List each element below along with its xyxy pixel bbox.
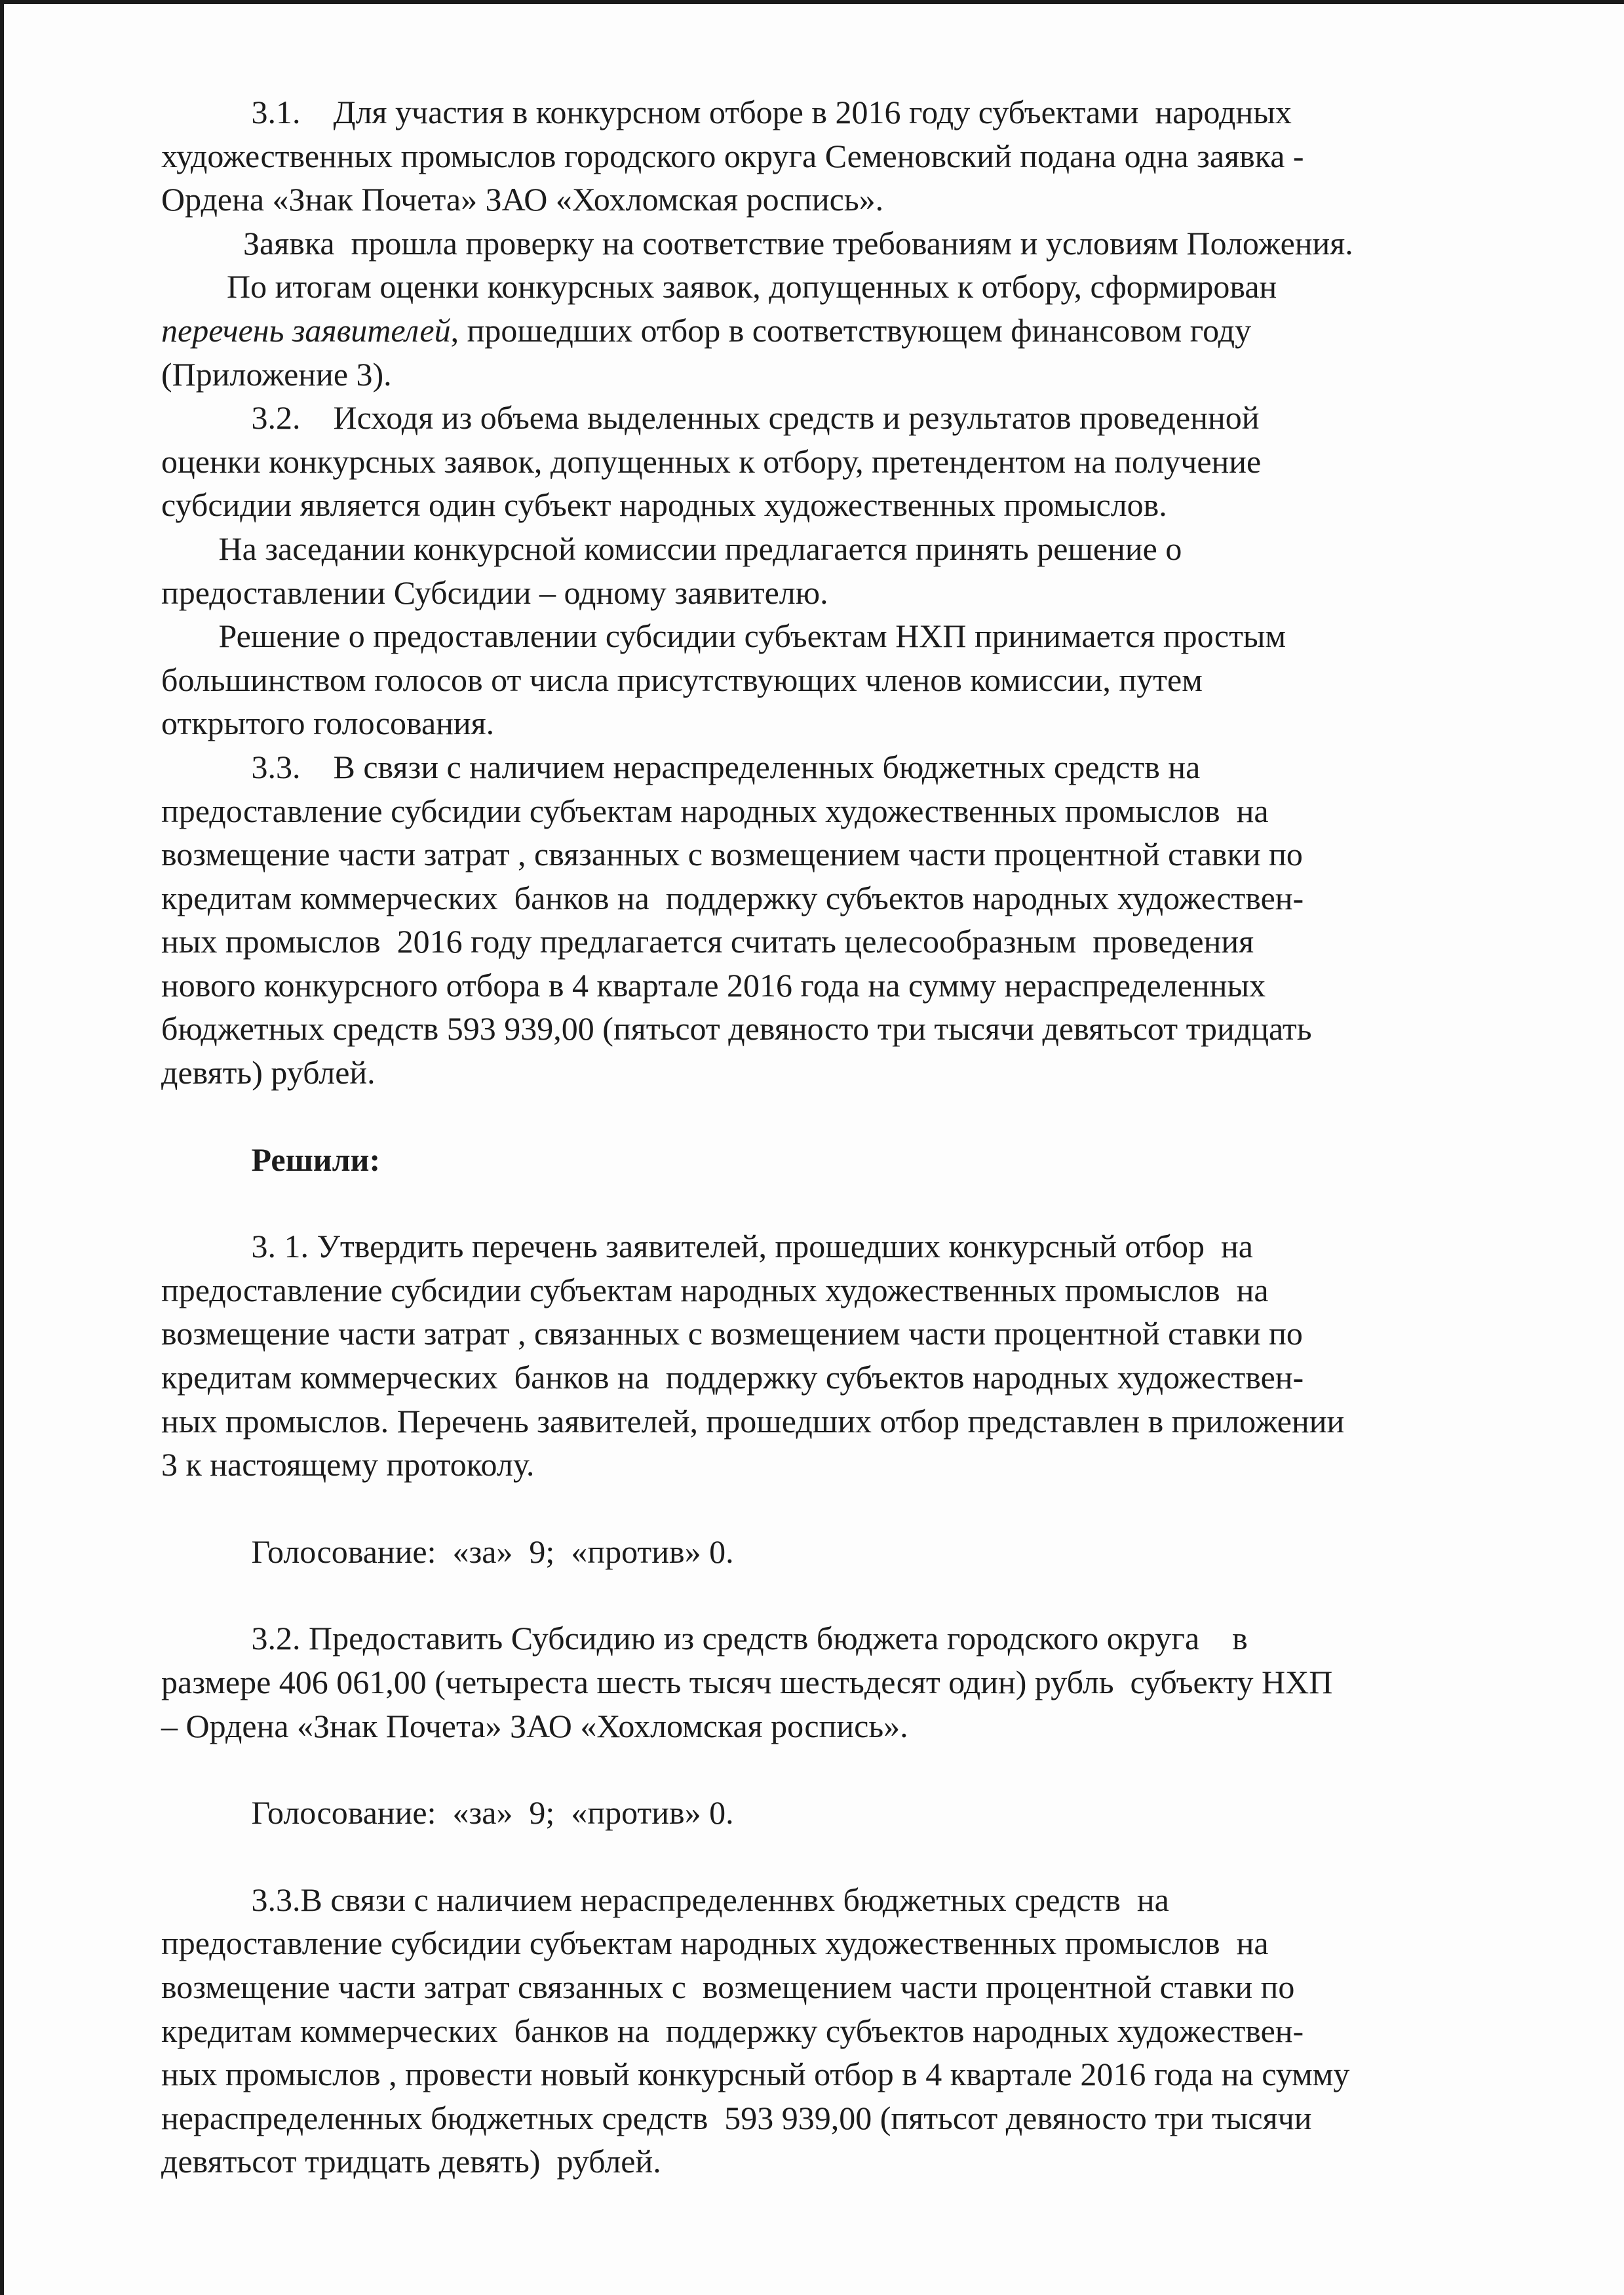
text-line: – Ордена «Знак Почета» ЗАО «Хохломская роспись». [161, 1707, 908, 1744]
text-line: 3.1. Для участия в конкурсном отборе в 2016 году субъектами народных [161, 94, 1292, 130]
text-line: возмещение части затрат , связанных с возмещением части процентной ставки по [161, 1315, 1303, 1352]
text-line: Решение о предоставлении субсидии субъектам НХП принимается простым [161, 618, 1286, 655]
text-line: (Приложение 3). [161, 355, 392, 393]
text-line: художественных промыслов городского округа Семеновский подана одна заявка - [161, 137, 1304, 174]
decision-3-1 [161, 1225, 1551, 1487]
text-line: субсидии является один субъект народных художественных промыслов. [161, 486, 1167, 524]
text-line: Заявка прошла проверку на соответствие требованиям и условиям Положения. [161, 224, 1353, 262]
text-line: предоставление субсидии субъектам народных художественных промыслов на [161, 1925, 1269, 1962]
text-line: нового конкурсного отбора в 4 квартале 2016 года на сумму нераспределенных [161, 966, 1266, 1004]
spacer [161, 1181, 1551, 1225]
text-line: открытого голосования. [161, 705, 495, 742]
text-line: размере 406 061,00 (четыреста шесть тысяч шестьдесят один) рубль субъекту НХП [161, 1664, 1333, 1700]
text-line: 3.2. Исходя из объема выделенных средств и результатов проведенной [161, 399, 1260, 437]
text-line: возмещение части затрат , связанных с возмещением части процентной ставки по [161, 836, 1303, 873]
text-line: нераспределенных бюджетных средств 593 939,00 (пятьсот девяносто три тысячи [161, 2099, 1312, 2136]
spacer [161, 1573, 1551, 1617]
text-fragment: , прошедших отбор в соответствующем финансовом году [450, 311, 1252, 349]
text-line: 3.3. В связи с наличием нераспределенных бюджетных средств на [161, 748, 1201, 785]
text-line [161, 309, 1551, 353]
text-line: большинством голосов от числа присутствующих членов комиссии, путем [161, 661, 1203, 698]
text-line: предоставлении Субсидии – одному заявителю. [161, 574, 828, 611]
text-line: кредитам коммерческих банков на поддержку субъектов народных художествен- [161, 1359, 1304, 1396]
text-line: 3 к настоящему протоколу. [161, 1446, 535, 1483]
text-line: На заседании конкурсной комиссии предлагается принять решение о [161, 530, 1182, 567]
section-heading: Решили: [161, 1141, 381, 1178]
text-line: 3.2. Предоставить Субсидию из средств бюджета городского округа в [161, 1620, 1248, 1657]
spacer [161, 1835, 1551, 1878]
text-line: ных промыслов 2016 году предлагается считать целесообразным проведения [161, 923, 1254, 960]
section-3-3 [161, 745, 1551, 1095]
document-body [161, 90, 1551, 2184]
vote-result: Голосование: «за» 9; «против» 0. [161, 1533, 734, 1570]
text-line: бюджетных средств 593 939,00 (пятьсот девяносто три тысячи девятьсот тридцать [161, 1010, 1312, 1048]
text-line: возмещение части затрат связанных с возмещением части процентной ставки по [161, 1968, 1295, 2005]
spacer [161, 1748, 1551, 1791]
vote-result: Голосование: «за» 9; «против» 0. [161, 1794, 734, 1832]
decision-3-3 [161, 1878, 1551, 2184]
text-line: кредитам коммерческих банков на поддержку субъектов народных художествен- [161, 879, 1304, 916]
text-line: ных промыслов , провести новый конкурсный отбор в 4 квартале 2016 года на сумму [161, 2056, 1350, 2093]
text-line: оценки конкурсных заявок, допущенных к отбору, претендентом на получение [161, 442, 1262, 480]
section-3-1 [161, 90, 1551, 396]
italic-term: перечень заявителей [161, 311, 451, 349]
decision-3-2 [161, 1617, 1551, 1748]
spacer [161, 1487, 1551, 1530]
text-line: 3.3.В связи с наличием нераспределеннвх бюджетных средств на [161, 1881, 1169, 1918]
text-line: ных промыслов. Перечень заявителей, прошедших отбор представлен в приложении [161, 1402, 1345, 1440]
text-line: предоставление субсидии субъектам народных художественных промыслов на [161, 792, 1269, 829]
text-line: Ордена «Знак Почета» ЗАО «Хохломская роспись». [161, 181, 884, 218]
section-3-2 [161, 396, 1551, 745]
spacer [161, 1095, 1551, 1138]
text-line: По итогам оценки конкурсных заявок, допущенных к отбору, сформирован [161, 268, 1277, 305]
text-line: предоставление субсидии субъектам народных художественных промыслов на [161, 1271, 1269, 1308]
text-line: кредитам коммерческих банков на поддержку субъектов народных художествен- [161, 2012, 1304, 2049]
text-line: 3. 1. Утвердить перечень заявителей, прошедших конкурсный отбор на [161, 1228, 1253, 1265]
text-line: девятьсот тридцать девять) рублей. [161, 2143, 661, 2180]
text-line: девять) рублей. [161, 1054, 376, 1091]
